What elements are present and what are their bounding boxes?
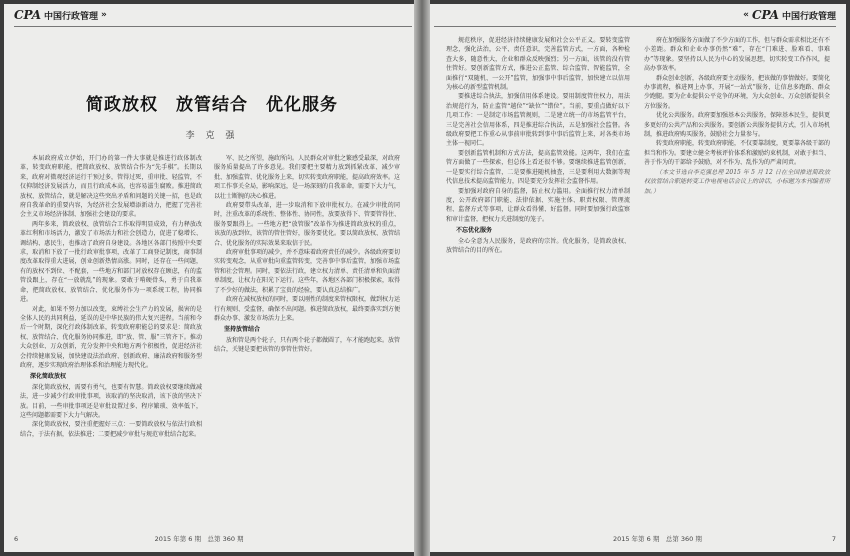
body-paragraph: 府在加强服务方面做了不少方面的工作，但与群众需求相比还有不小差距。群众和企业办事仍然“难”，存在“门难进、脸难看、事难办”等现象。要坚持以人民为中心的发展思想，切实转变工作作风，提高办事效率。 [644, 37, 831, 73]
body-paragraph: 政府审批事项的减少，并不意味着政府责任的减少。各级政府要切实转变观念，从重审批向重监管转变，完善事中事后监管，加强市场监管和社会管理。同时，要依法行政，建立权力清单、责任清单和负面清单制度，让权力在阳光下运行。这些年，各地区各部门积极探索，取得了不少好的做法，积累了宝贵的经验，要认真总结推广。 [214, 249, 401, 294]
body-paragraph: 规范秩序，促进经济持续健康发展和社会公平正义。要转变监管理念，强化法治，公平、责任意识，完善监管方式，一方面，各种检查大多，随意性大，企业和群众反映强烈；另一方面，该管的没有管住管好。要创新监管方式，推进公正监管、综合监管、智能监管，全面推行“双随机、一公开”监管，加强事中事后监管，加快建立以信用为核心的新型监管机制。 [446, 37, 630, 92]
body-paragraph: 深化简政放权，要注重把握好三点：一要简政放权与依法行政相结合，于法有据，依法推进；二要把减少审批与规范审批结合起来。 [20, 421, 202, 438]
left-column-1 [20, 154, 202, 530]
left-running-header [14, 8, 107, 22]
body-paragraph: 要创新监管机制和方式方法，提高监管效能。这两年，我们在监管方面做了一些探索，但总体上看还很不够。要继续推进监管创新，一是要实行综合监管，二是要推进随机抽查，三是要利用大数据等现代信息技术提高监管能力，四是要充分发挥社会监督作用。 [446, 149, 630, 186]
cpa-logo: CPA [14, 8, 42, 22]
article-author: 李 克 强 [185, 131, 239, 141]
body-paragraph: 群众创业创新，各级政府要主动服务，把该做的事情做好。要简化办事流程，推进网上办事，开展“一站式”服务，让信息多跑路、群众少跑腿。要为企业提供公平竞争的环境，为大众创业、万众创新提供全方位服务。 [644, 74, 831, 110]
header-rule [434, 26, 836, 27]
section-subheading: 坚持放管结合 [224, 326, 261, 334]
left-folio: 6 2015 年第 6 期 总第 360 期 [14, 535, 244, 543]
body-paragraph: 全心全意为人民服务，是政府的宗旨。优化服务，是简政放权、放管结合的目的所在。 [446, 237, 630, 254]
body-paragraph: 政府在减权放权的同时，要以刚性的制度来管权限权，做到权力运行有规则、受监督，确保不出问题。推进简政放权，最终要落实到方便群众办事、激发市场活力上来。 [214, 296, 401, 322]
article-title: 简政放权 放管结合 优化服务 [86, 95, 338, 115]
page-gutter [414, 0, 430, 556]
body-paragraph: 要加强对政府自身的监督，防止权力滥用。全面推行权力清单制度，公开政府部门职能、法律依据、实施主体、职责权限、管理流程、监督方式等事项，让群众看得懂、好监督。同时要加强行政监察和审计监督，把权力关进制度的笼子。 [446, 187, 630, 223]
body-paragraph: 本届政府成立伊始，开门办的第一件大事就是推进行政体制改革，转变政府职能，把简政放权、放管结合作为“先手棋”。长期以来，政府对微观经济运行干预过多，管得过死，重审批、轻监管，不仅抑制经济发展活力，而且行政成本高，也容易滋生腐败。推进简政放权、放管结合，就是解决这些突出矛盾和问题的关键一招，也是政府自我革命的重要内容，为经济社会发展增添新动力，把握了完善社会主义市场经济体制、加强社会建设的要求。 [20, 155, 202, 219]
body-paragraph: 军、民之所望，施政所向。人民群众对审批之繁感受最深，对政府服务质量提出了许多意见。我们要把主要精力放到抓紧改革、减少审批、加强监管、优化服务上来，切实转变政府职能，提高政府效率。这项工作事关全局，影响深远，是一场深刻的自我革命，需要下大力气，以壮士断腕的决心推进。 [214, 155, 401, 200]
double-arrow-right-icon: » [101, 10, 107, 20]
body-paragraph: 深化简政放权，需要有勇气，也要有智慧。简政放权要继续做减法，进一步减少行政审批事项，该取消的坚决取消，该下放的坚决下放。目前，一些审批事项还是审批设置过多、程序繁琐、效率低下，这些问题都需要下大力气解决。 [20, 383, 202, 419]
magazine-name: 中国行政管理 [44, 11, 99, 22]
section-subheading: 不忘优化服务 [456, 227, 493, 235]
right-folio: 2015 年第 6 期 总第 360 期 7 [612, 535, 836, 543]
body-paragraph: 政府要带头改革，进一步取消和下放审批权力。在减少审批的同时，注重改革的系统性、整体性、协同性，放要放得下、管要管得住、服务要跟得上。一些地方把“放管服”改革作为推进简政放权的重点，该放的放到位，该管的管住管好，服务要优化。要以简政放权、放管结合、优化服务的实际效果来取信于民。 [214, 202, 401, 247]
body-paragraph: 要推进综合执法，加强信用体系建设。要用制度管住权力，用法治规范行为，防止监管“越位”“缺位”“错位”。当前，要重点做好以下几项工作：一是制定市场监管规则，二是建立统一的市场监管平台，三是完善社会信用体系，四是推进综合执法，五是加强社会监督。各级政府要把工作重心从事前审批转到事中事后监管上来，对各类市场主体一视同仁。 [446, 93, 630, 148]
body-paragraph: 转变政府职能，转变政府职能，不仅要靠制度，更要靠各级干部的担当和作为。要建立健全考核评价体系和激励约束机制，对敢于担当、善于作为的干部给予鼓励，对不作为、乱作为的严肃问责。 [644, 140, 831, 167]
section-subheading: 深化简政放权 [30, 373, 67, 381]
left-page [4, 4, 420, 552]
cpa-logo: CPA [751, 8, 779, 22]
header-rule [14, 26, 412, 27]
body-paragraph: 放和管是两个轮子，只有两个轮子都做圆了，车才能跑起来。放管结合，关键是要把该管的事管住管好。 [214, 336, 401, 354]
magazine-name: 中国行政管理 [781, 11, 836, 22]
body-paragraph: 对此，如果不努力加以改变，束缚社会生产力的发展，损害的是全体人民的共同利益，延误的是中华民族的伟大复兴进程。当前和今后一个时期，深化行政体制改革，转变政府职能总的要求是：简政放权、放管结合、优化服务协同推进，即“放、管、服”三管齐下。推动大众创业、万众创新，充分发挥中央和地方两个积极性，促进经济社会持续健康发展，加快建设法治政府、创新政府、廉洁政府和服务型政府，逐步实现政府治理体系和治理能力现代化。 [20, 305, 202, 369]
right-running-header [743, 8, 836, 22]
right-column-2 [644, 36, 830, 530]
right-page [426, 4, 846, 552]
right-column-1 [446, 36, 630, 530]
body-paragraph: 优化公共服务。政府要加强基本公共服务，保障基本民生，提供更多更好的公共产品和公共服务。要创新公共服务提供方式，引入市场机制，推进政府购买服务，鼓励社会力量参与。 [644, 112, 831, 139]
body-paragraph: 两年多来，简政放权、放管结合工作取得明显成效，有力释放改革红利和市场活力，激发了市场活力和社会创造力，促进了稳增长、调结构、惠民生，也推动了政府自身建设。各地区各部门按照中央要求，取消和下放了一批行政审批事项，改革了工商登记制度，商事制度改革取得重大进展，创业创新热情高涨。同时，还存在一些问题，有的放权不到位、不配套，一些地方和部门对放权存在顾虑，有的监管没跟上，存在“一放就乱”的现象。要敢于啃硬骨头，勇于自我革命，把简政放权、放管结合、优化服务作为一项系统工程，协同推进。 [20, 220, 202, 304]
left-column-2 [214, 154, 400, 530]
body-paragraph: （本文节选自李克强总理 2015 年 5 月 12 日在全国推进简政放权放管结合职能转变工作电视电话会议上的讲话，小标题为本刊编者所加。） [644, 168, 831, 195]
double-arrow-left-icon: « [743, 10, 749, 20]
